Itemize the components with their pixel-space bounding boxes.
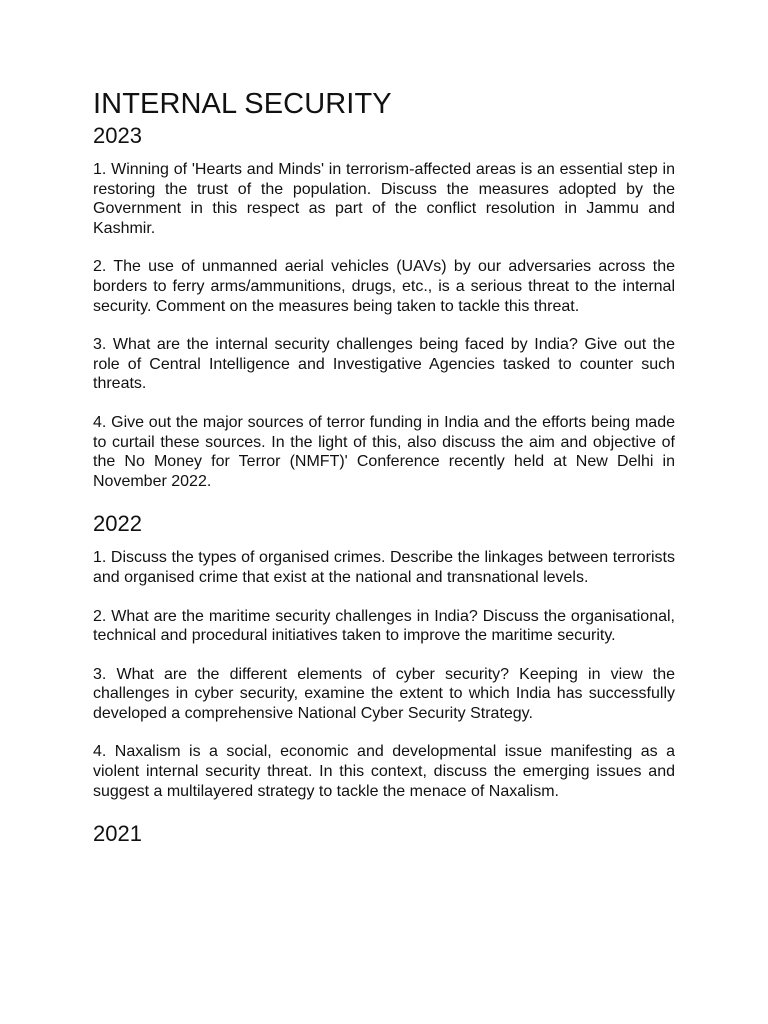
- section-2021: [93, 820, 675, 848]
- section-2022: [93, 510, 675, 801]
- document-page: [93, 86, 675, 858]
- year-heading-2023: 2023: [93, 123, 142, 148]
- question-2023-3: 3. What are the internal security challenges being faced by India? Give out the role of Central Intelligence and Investigative Agencies tasked to counter such threats.: [93, 336, 675, 393]
- section-2023: [93, 122, 675, 491]
- question-2022-3: 3. What are the different elements of cyber security? Keeping in view the challenges in cyber security, examine the extent to which India has successfully developed a comprehensive National Cyber Security Strategy.: [93, 665, 675, 722]
- question-2022-1: 1. Discuss the types of organised crimes. Describe the linkages between terrorists and organised crime that exist at the national and transnational levels.: [93, 549, 675, 586]
- question-2023-4: 4. Give out the major sources of terror funding in India and the efforts being made to curtail these sources. In the light of this, also discuss the aim and objective of the No Money for Terror (NMFT)' Conference recently held at New Delhi in November 2022.: [93, 413, 675, 490]
- question-2023-1: 1. Winning of 'Hearts and Minds' in terrorism-affected areas is an essential step in restoring the trust of the population. Discuss the measures adopted by the Government in this respect as part of the conflict resolution in Jammu and Kashmir.: [93, 161, 675, 237]
- question-2023-2: 2. The use of unmanned aerial vehicles (UAVs) by our adversaries across the borders to ferry arms/ammunitions, drugs, etc., is a serious threat to the internal security. Comment on the measures being taken to tackle this threat.: [93, 258, 675, 315]
- document-title: INTERNAL SECURITY: [93, 88, 392, 120]
- year-heading-2022: 2022: [93, 511, 142, 537]
- question-2022-2: 2. What are the maritime security challenges in India? Discuss the organisational, technical and procedural initiatives taken to improve the maritime security.: [93, 607, 675, 645]
- question-2022-4: 4. Naxalism is a social, economic and developmental issue manifesting as a violent internal security threat. In this context, discuss the emerging issues and suggest a multilayered strategy to tackle the menace of Naxalism.: [93, 743, 675, 800]
- year-heading-2021: 2021: [93, 821, 142, 847]
